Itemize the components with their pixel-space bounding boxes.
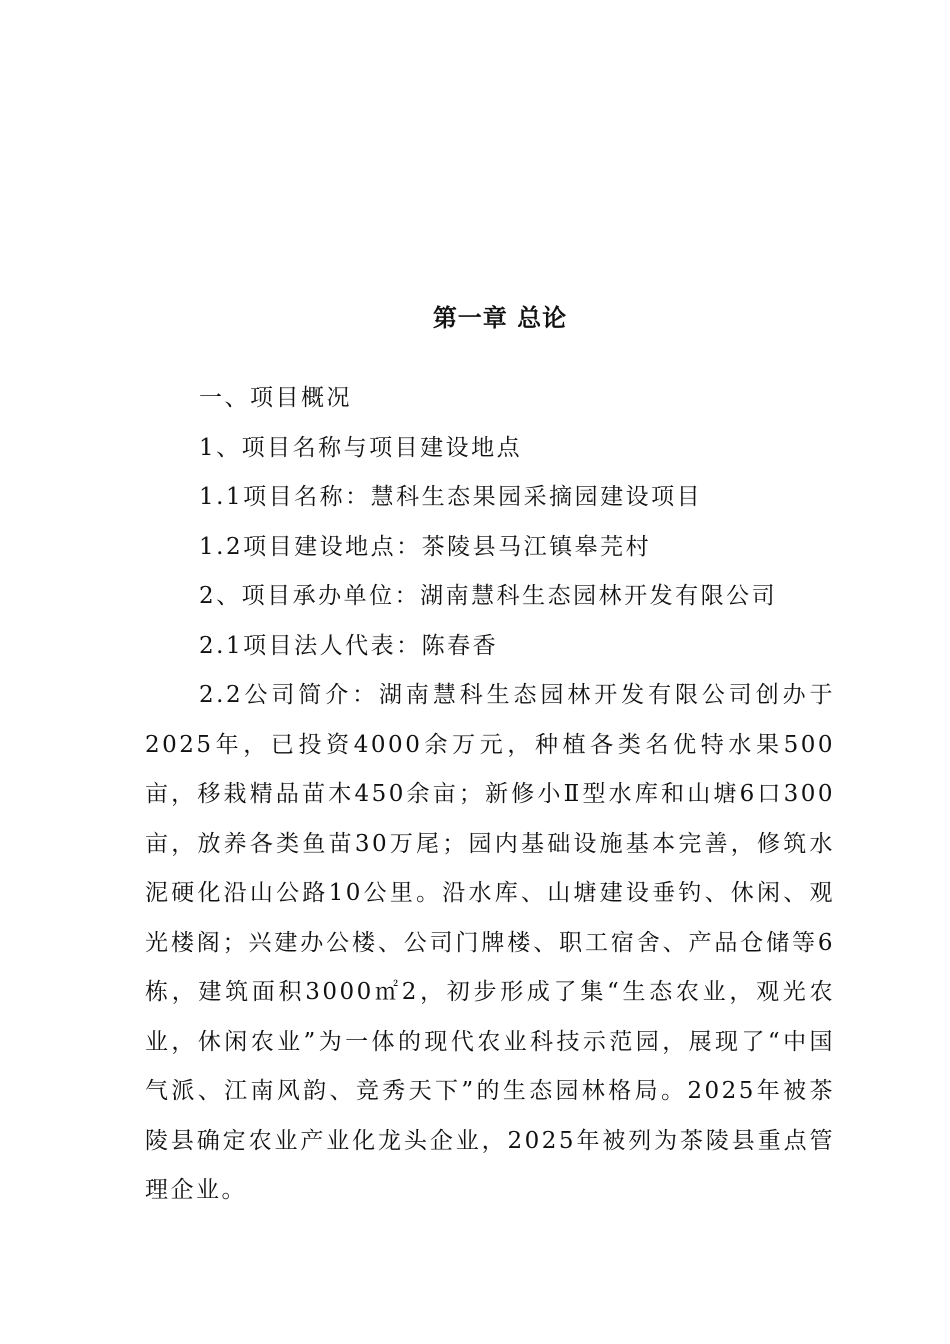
project-organizer-line: 2、项目承办单位：湖南慧科生态园林开发有限公司	[199, 583, 778, 609]
project-name-line: 1.1项目名称：慧科生态果园采摘园建设项目	[199, 484, 703, 510]
section-heading-overview: 一、项目概况	[199, 385, 352, 411]
chapter-title: 第一章 总论	[432, 304, 568, 332]
company-intro-paragraph: 2.2公司简介：湖南慧科生态园林开发有限公司创办于2025年，已投资4000余万元，种植各类名优特水果500亩，移栽精品苗木450余亩；新修小Ⅱ型水库和山塘6口300亩，放养各类鱼苗30万尾；园内基础设施基本完善，修筑水泥硬化沿山公路10公里。沿水库、山塘建设垂钓、休闲、观光楼阁；兴建办公楼、公司门牌楼、职工宿舍、产品仓储等6栋，建筑面积3000㎡2，初步形成了集“生态农业，观光农业，休闲农业”为一体的现代农业科技示范园，展现了“中国气派、江南风韵、竞秀天下”的生态园林格局。2025年被茶陵县确定农业产业化龙头企业，2025年被列为茶陵县重点管理企业。	[145, 682, 835, 1203]
subsection-heading-name-location: 1、项目名称与项目建设地点	[199, 434, 523, 461]
legal-representative-line: 2.1项目法人代表：陈春香	[199, 632, 499, 659]
project-location-line: 1.2项目建设地点：茶陵县马江镇皋芫村	[199, 533, 652, 560]
document-body	[145, 374, 835, 1216]
